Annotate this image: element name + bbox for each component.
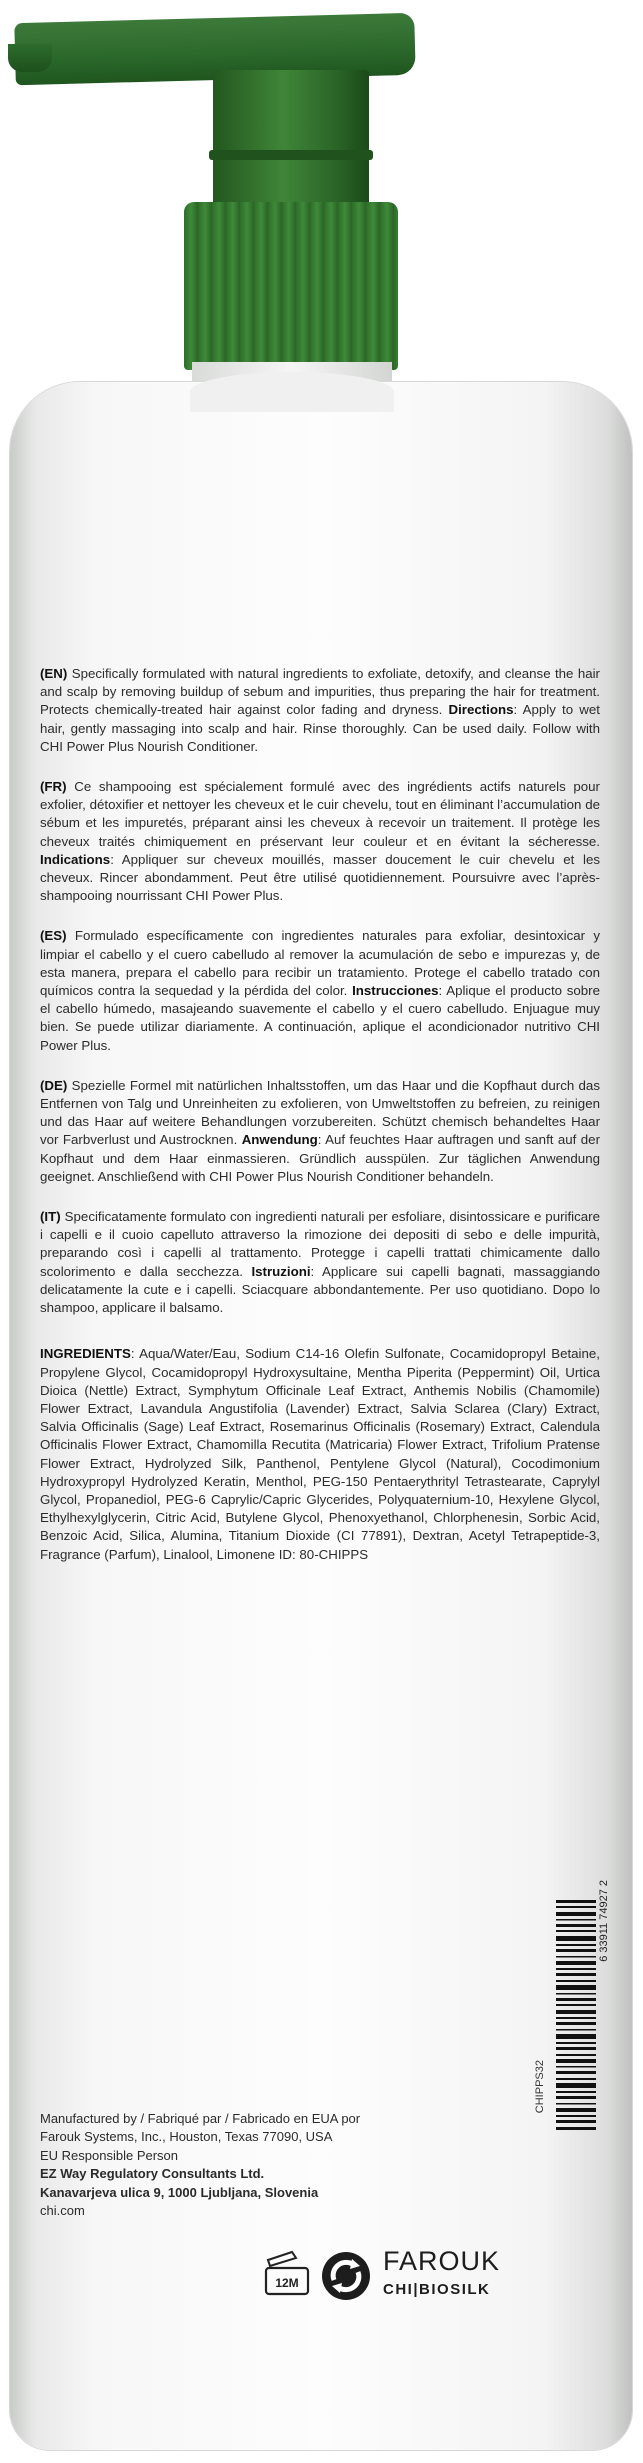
de-directions-label: Anwendung — [241, 1132, 318, 1148]
eu-address: Kanavarjeva ulica 9, 1000 Ljubljana, Slovenia — [40, 2184, 319, 2200]
label-it — [40, 1208, 600, 1317]
ingredients-label: INGREDIENTS — [40, 1346, 131, 1362]
en-directions-text: : Apply to wet hair, gently massaging into scalp and hair. Rinse thoroughly. Can be used daily. Follow with CHI Power Plus Nourish Conditioner. — [40, 702, 600, 754]
fr-directions-label: Indications — [40, 851, 111, 867]
de-intro: Spezielle Formel mit natürlichen Inhaltsstoffen, um das Haar und die Kopfhaut durch das Entfernen von Talg und Unreinheiten zu exfolieren, von Umweltstoffen zu befreien, zu reinigen und das Haar auf weitere Behandlungen vorzubereiten. Schützt chemisch behandeltes Haar vor Farbverlust und Austrocknen. — [40, 1077, 600, 1148]
pump-stem-ring — [209, 150, 373, 160]
es-directions-text: : Aplique el producto sobre el cabello húmedo, masajeando suavemente el cabello y el cuero cabelludo. Enjuague muy bien. Se puede utilizar diariamente. A continuación, aplique el acondicionador nutritivo CHI Power Plus. — [40, 983, 600, 1053]
it-directions-label: Istruzioni — [251, 1263, 311, 1279]
label-es — [40, 927, 600, 1054]
lang-code-en: (EN) — [40, 666, 68, 681]
pump-stem — [213, 70, 369, 208]
it-intro: Specificatamente formulato con ingredienti naturali per esfoliare, disintossicare e purificare i capelli e il cuoio capelluto attraverso la rimozione dei depositi di sebo e delle impurità, preparando così i capelli al trattamento. Protegge i capelli trattati chimicamente dallo scolorimento e dalla secchezza. — [40, 1209, 600, 1279]
fr-directions-text: : Appliquer sur cheveux mouillés, masser doucement le cuir chevelu et les cheveux. Rincer abondamment. Peut être utilisé quotidiennement. Poursuivre avec l’après-shampooing nourrissant CHI Power Plus. — [40, 851, 600, 904]
label-de — [40, 1077, 600, 1186]
it-directions-text: : Applicare sui capelli bagnati, massaggiando delicatamente la cute e i capelli. Sciacquare abbondantemente. Per uso quotidiano. Dopo lo shampoo, applicare il balsamo. — [40, 1263, 600, 1316]
lang-code-es: (ES) — [40, 928, 67, 944]
fr-intro: Ce shampooing est spécialement formulé avec des ingrédients actifs naturels pour exfolier, détoxifier et nettoyer les cheveux et le cuir chevelu, tout en éliminant l’accumulation de sébum et les impuretés, préparant ainsi les cheveux à recevoir un traitement. Il protège les cheveux traités chimiquement en préservant leur couleur et en évitant la sécheresse. — [40, 779, 600, 849]
es-intro: Formulado específicamente con ingredientes naturales para exfoliar, desintoxicar y limpiar el cabello y el cuero cabelludo al remover la acumulación de sebo e impurezas y, de esta manera, prepara el cabello para recibir un tratamiento. Protege el cabello tratado con químicos contra la sequedad y la pérdida del color. — [40, 928, 600, 999]
lang-code-de: (DE) — [40, 1077, 68, 1093]
en-intro: Specifically formulated with natural ingredients to exfoliate, detoxify, and cleanse the hair and scalp by removing buildup of sebum and impurities, thus preparing the hair for treatment. Protects chemically-treated hair against color fading and dryness. — [40, 666, 600, 718]
bottle-shoulder — [190, 372, 394, 412]
eu-company: EZ Way Regulatory Consultants Ltd. — [40, 2166, 265, 2182]
sku-code: CHIPPS32 — [534, 2060, 546, 2114]
pao-label: 12M — [275, 2276, 299, 2290]
eu-responsible-label: EU Responsible Person — [40, 2147, 179, 2163]
lang-code-fr: (FR) — [40, 779, 67, 795]
ingredients-text: : Aqua/Water/Eau, Sodium C14-16 Olefin Sulfonate, Cocamidopropyl Betaine, Propylene Glycol, Cocamidopropyl Hydroxysultaine, Mentha Piperita (Peppermint) Oil, Urtica Dioica (Nettle) Extract, Symphytum Officinale Leaf Extract, Anthemis Nobilis (Chamomile) Flower Extract, Lavandula Angustifolia (Lavender) Extract, Salvia Sclarea (Clary) Extract, Salvia Officinalis (Sage) Leaf Extract, Rosemarinus Officinalis (Rosemary) Extract, Calendula Officinalis Flower Extract, Chamomilla Recutita (Matricaria) Flower Extract, Trifolium Pratense Flower Extract, Hydrolyzed Silk, Panthenol, Pentylene Glycol (Natural), Cocodimonium Hydroxypropyl Hydrolyzed Keratin, Menthol, PEG-150 Pentaerythrityl Tetrastearate, Caprylyl Glycol, Propanediol, PEG-6 Caprylic/Capric Glycerides, Polyquaternium-10, Hexylene Glycol, Ethylhexylglycerin, Citric Acid, Butylene Glycol, Phenoxyethanol, Chlorphenesin, Sorbic Acid, Benzoic Acid, Silica, Alumina, Titanium Dioxide (CI 77891), Dextran, Acetyl Tetrapeptide-3, Fragrance (Parfum), Linalool, Limonene ID: 80-CHIPPS — [40, 1346, 600, 1562]
recycle-icon — [320, 2250, 372, 2302]
website: chi.com — [40, 2203, 85, 2219]
farouk-logo: FAROUK — [383, 2246, 501, 2276]
ingredients-list — [40, 1345, 600, 1563]
en-directions-label: Directions — [448, 702, 514, 718]
manufacturer-info — [40, 2110, 400, 2221]
chi-biosilk-logo: CHI|BIOSILK — [383, 2281, 491, 2298]
back-label — [40, 665, 600, 1586]
es-directions-label: Instrucciones — [352, 983, 439, 999]
barcode-number: 6 33911 74927 2 — [598, 1880, 610, 1962]
lang-code-it: (IT) — [40, 1209, 61, 1225]
manufacturer-address: Farouk Systems, Inc., Houston, Texas 77090, USA — [40, 2129, 333, 2145]
label-en — [40, 665, 600, 756]
pump-nozzle-tip — [8, 44, 52, 72]
de-directions-text: : Auf feuchtes Haar auftragen und sanft auf der Kopfhaut und dem Haar einmassieren. Gründlich ausspülen. Zur täglichen Anwendung geeignet. Anschließend with CHI Power Plus Nourish Conditioner behandeln. — [40, 1132, 600, 1184]
pao-jar-icon — [262, 2250, 312, 2298]
manufacturer-line: Manufactured by / Fabriqué par / Fabricado en EUA por — [40, 2111, 361, 2126]
pump-collar — [184, 202, 398, 370]
label-fr — [40, 778, 600, 905]
barcode — [556, 1900, 596, 2130]
